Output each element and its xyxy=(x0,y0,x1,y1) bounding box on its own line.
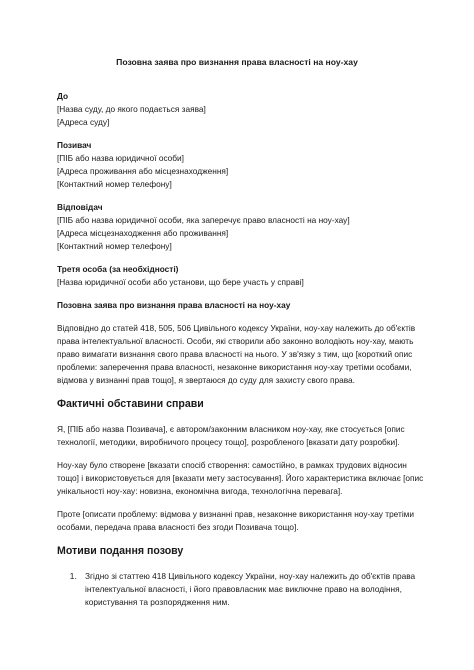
court-label: До xyxy=(57,91,69,101)
court-section xyxy=(57,90,424,129)
facts-paragraph: Я, [ПІБ або назва Позивача], є автором/законним власником ноу-хау, яке стосується [опис технології, методики, виробничого процесу тощо], розробленого [вказати дату розробки]. xyxy=(57,424,405,447)
defendant-label: Відповідач xyxy=(57,202,103,212)
plaintiff-phone-field: [Контактний номер телефону] xyxy=(57,179,172,189)
plaintiff-address-field: [Адреса проживання або місцезнаходження] xyxy=(57,166,229,176)
defendant-phone-field: [Контактний номер телефону] xyxy=(57,241,172,251)
third-party-name-field: [Назва юридичної особи або установи, що бере участь у справі] xyxy=(57,277,304,287)
plaintiff-label: Позивач xyxy=(57,140,92,150)
motives-list xyxy=(57,570,424,609)
intro-paragraph: Відповідно до статей 418, 505, 506 Цивільного кодексу України, ноу-хау належить до об'єктів права інтелектуальної власності. Особи, які створили або законно володіють ноу-хау, мають право вимагати визнання свого права власності на нього. У зв'язку з тим, що [короткий опис проблеми: заперечення права власності, незаконне використання ноу-хау третіми особами, відмова у визнанні прав тощо], я звертаюся до суду для захисту свого права. xyxy=(57,323,416,385)
court-address-field: [Адреса суду] xyxy=(57,117,110,127)
defendant-address-field: [Адреса місцезнаходження або проживання] xyxy=(57,228,229,238)
motives-heading: Мотиви подання позову xyxy=(57,545,184,557)
plaintiff-section xyxy=(57,139,424,191)
facts-heading: Фактичні обставини справи xyxy=(57,398,204,410)
list-item: 1. Згідно зі статтею 418 Цивільного кодексу України, ноу-хау належить до об'єктів права інтелектуальної власності, і його правовласник має виключне право на володіння, користування та розпорядження ним. xyxy=(79,570,424,609)
third-party-label: Третя особа (за необхідності) xyxy=(57,264,179,274)
third-party-section xyxy=(57,263,424,289)
plaintiff-name-field: [ПІБ або назва юридичної особи] xyxy=(57,153,184,163)
claim-heading: Позовна заява про визнання права власності на ноу-хау xyxy=(57,300,291,310)
defendant-section xyxy=(57,201,424,253)
facts-paragraph: Проте [описати проблему: відмова у визнанні прав, незаконне використання ноу-хау третіми особами, передача права власності без згоди Позивача тощо]. xyxy=(57,509,415,532)
document-body xyxy=(57,90,424,609)
document-title: Позовна заява про визнання права власності на ноу-хау xyxy=(116,57,358,67)
defendant-name-field: [ПІБ або назва юридичної особи, яка заперечує право власності на ноу-хау] xyxy=(57,215,350,225)
facts-paragraph: Ноу-хау було створене [вказати спосіб створення: самостійно, в рамках трудових відносин тощо] і використовується для [вказати мету застосування]. Його характеристика включає [опис унікальності ноу-хау: новизна, економічна вигода, технологічна перевага]. xyxy=(57,460,424,496)
court-name-field: [Назва суду, до якого подається заява] xyxy=(57,104,206,114)
